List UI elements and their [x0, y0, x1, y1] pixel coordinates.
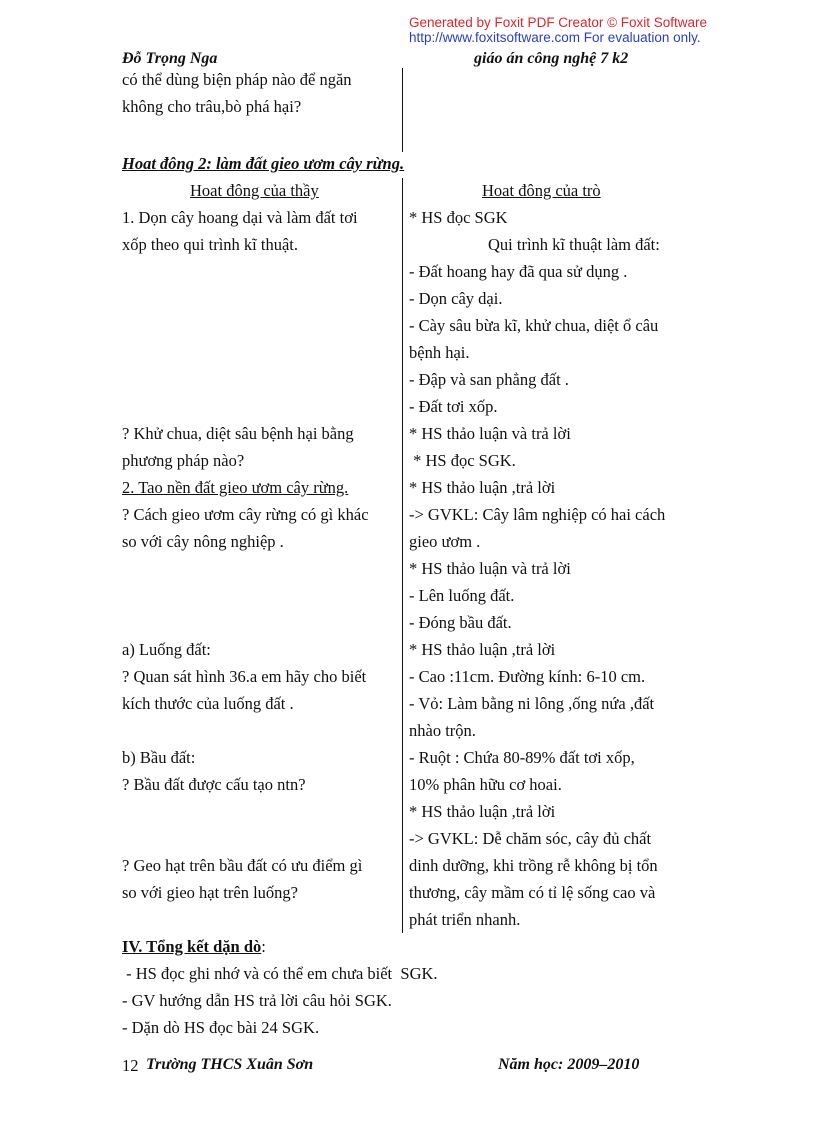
teacher-line: so với cây nông nghiệp .	[122, 532, 284, 551]
student-line: - Cao :11cm. Đường kính: 6-10 cm.	[409, 667, 646, 686]
table-column-divider	[402, 178, 403, 933]
footer-year: Năm học: 2009–2010	[498, 1056, 640, 1073]
student-line: * HS đọc SGK	[409, 208, 508, 227]
summary-item: - HS đọc ghi nhớ và có thể em chưa biết SGK.	[122, 964, 438, 983]
teacher-line: b) Bầu đất:	[122, 748, 196, 767]
student-line: Qui trình kĩ thuật làm đất:	[488, 235, 660, 254]
student-line: - Dọn cây dại.	[409, 289, 503, 308]
watermark-line-2[interactable]: http://www.foxitsoftware.com For evaluation only.	[409, 30, 701, 45]
header-author: Đỗ Trọng Nga	[122, 50, 218, 67]
intro-line-1: có thể dùng biện pháp nào để ngăn	[122, 70, 352, 89]
teacher-subheading: 2. Tao nền đất gieo ươm cây rừng.	[122, 478, 349, 497]
summary-title: IV. Tổng kết dặn dò	[122, 937, 262, 956]
student-line: nhào trộn.	[409, 721, 476, 740]
summary-heading	[122, 937, 266, 957]
footer-school: Trường THCS Xuân Sơn	[146, 1056, 314, 1073]
summary-item: - Dặn dò HS đọc bài 24 SGK.	[122, 1018, 320, 1037]
student-line: -> GVKL: Cây lâm nghiệp có hai cách	[409, 505, 666, 524]
teacher-line: kích thước của luống đất .	[122, 694, 294, 713]
student-line: * HS thảo luận ,trả lời	[409, 640, 556, 659]
student-line: * HS thảo luận ,trả lời	[409, 478, 556, 497]
teacher-line: ? Geo hạt trên bầu đất có ưu điểm gì	[122, 856, 363, 875]
student-line: gieo ươm .	[409, 532, 481, 551]
intro-line-2: không cho trâu,bò phá hại?	[122, 97, 302, 116]
student-line: bệnh hại.	[409, 343, 470, 362]
student-line: - Đóng bầu đất.	[409, 613, 512, 632]
student-line: - Đất hoang hay đã qua sử dụng .	[409, 262, 628, 281]
teacher-column-header: Hoat đông của thầy	[190, 181, 319, 200]
student-line: - Ruột : Chứa 80-89% đất tơi xốp,	[409, 748, 635, 767]
teacher-line: ? Cách gieo ươm cây rừng có gì khác	[122, 505, 369, 524]
teacher-line: phương pháp nào?	[122, 451, 245, 470]
student-line: * HS đọc SGK.	[409, 451, 516, 470]
summary-colon: :	[261, 937, 266, 956]
section-title: Hoat đông 2: làm đất gieo ươm cây rừng.	[122, 154, 405, 173]
teacher-line: ? Khử chua, diệt sâu bệnh hại bằng	[122, 424, 354, 443]
student-line: thương, cây mầm có tỉ lệ sống cao và	[409, 883, 656, 902]
student-line: - Cày sâu bừa kĩ, khử chua, diệt ổ câu	[409, 316, 659, 335]
student-line: dinh dưỡng, khi trồng rễ không bị tổn	[409, 856, 658, 875]
student-line: - Đất tơi xốp.	[409, 397, 498, 416]
student-line: -> GVKL: Dễ chăm sóc, cây đủ chất	[409, 829, 652, 848]
teacher-line: ? Quan sát hình 36.a em hãy cho biết	[122, 667, 367, 686]
teacher-line: 1. Dọn cây hoang dại và làm đất tơi	[122, 208, 358, 227]
teacher-line: ? Bầu đất được cấu tạo ntn?	[122, 775, 306, 794]
summary-item: - GV hướng dẫn HS trả lời câu hỏi SGK.	[122, 991, 392, 1010]
top-column-divider	[402, 68, 403, 152]
student-column-header: Hoat đông của trò	[482, 181, 601, 200]
footer-page-number: 12	[122, 1056, 139, 1075]
student-line: * HS thảo luận và trả lời	[409, 559, 571, 578]
teacher-line: so với gieo hạt trên luống?	[122, 883, 298, 902]
student-line: * HS thảo luận và trả lời	[409, 424, 571, 443]
teacher-line: xốp theo qui trình kĩ thuật.	[122, 235, 298, 254]
teacher-line: a) Luống đất:	[122, 640, 211, 659]
watermark-line-1: Generated by Foxit PDF Creator © Foxit Software	[409, 15, 708, 30]
student-line: * HS thảo luận ,trả lời	[409, 802, 556, 821]
student-line: - Vỏ: Làm bằng ni lông ,ống nứa ,đất	[409, 694, 655, 713]
student-line: phát triển nhanh.	[409, 910, 521, 929]
student-line: 10% phân hữu cơ hoai.	[409, 775, 562, 794]
header-subject: giáo án công nghệ 7 k2	[474, 50, 629, 67]
student-line: - Lên luống đất.	[409, 586, 515, 605]
student-line: - Đập và san phẳng đất .	[409, 370, 569, 389]
